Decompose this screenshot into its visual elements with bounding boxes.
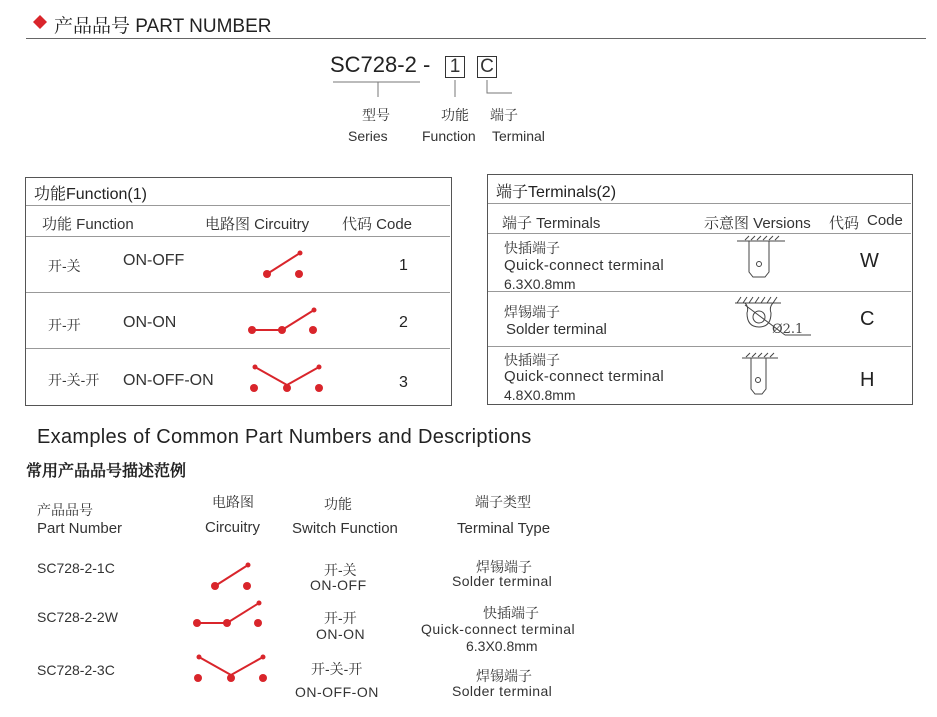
lever-tip (261, 655, 266, 660)
example-circuit-on-off-diagram (210, 560, 260, 597)
function-header-code: 代码 Code (342, 216, 413, 233)
example-function-en: ON-ON (316, 626, 366, 642)
function-en: ON-OFF (123, 252, 185, 269)
terminal-cn: 快插端子 (504, 240, 560, 256)
lever-tip (298, 251, 303, 256)
col-header-terminal-cn: 端子类型 (475, 494, 531, 510)
examples-title: Examples of Common Part Numbers and Descriptions (37, 426, 532, 448)
quick-connect-4.8-terminal-drawing (738, 353, 788, 403)
col-header-terminal-en: Terminal Type (457, 520, 551, 537)
switch-contact (250, 384, 258, 392)
examples-title-cn: 常用产品品号描述范例 (26, 463, 187, 480)
switch-contact (223, 619, 231, 627)
switch-lever (231, 657, 263, 675)
switch-contact (283, 384, 291, 392)
function-label-cn: 功能 (441, 107, 469, 123)
switch-contact (295, 270, 303, 278)
lever-tip (317, 365, 322, 370)
terminal-code: H (860, 369, 875, 391)
terminal-size: 4.8X0.8mm (504, 387, 576, 403)
circuit-symbol (250, 362, 325, 394)
lever-tip (246, 563, 251, 568)
switch-contact (227, 674, 235, 682)
terminal-header-code-cn: 代码 (829, 215, 860, 232)
circuit-symbol (194, 652, 269, 684)
series-label-en: Series (348, 128, 388, 144)
lever-tip (197, 655, 202, 660)
col-header-function-cn: 功能 (324, 496, 352, 512)
terminal-cn: 快插端子 (504, 352, 560, 368)
function-header-function: 功能 Function (42, 216, 134, 233)
terminal-size: 6.3X0.8mm (504, 276, 576, 292)
circuit-on-off-diagram (262, 248, 312, 285)
terminal-header-terminals: 端子 Terminals (502, 215, 601, 232)
row-divider (488, 346, 911, 347)
example-function-cn: 开-关 (324, 562, 357, 578)
example-part-number: SC728-2-3C (37, 662, 115, 678)
lever-tip (253, 365, 258, 370)
part-code-brackets (0, 0, 937, 120)
example-function-en: ON-OFF (310, 577, 367, 593)
lever-tip (257, 601, 262, 606)
example-circuit-on-on-diagram (193, 597, 268, 634)
switch-lever (215, 565, 248, 586)
switch-contact (194, 674, 202, 682)
example-terminal-cn: 快插端子 (483, 605, 539, 621)
switch-contact (315, 384, 323, 392)
example-terminal-cn: 焊锡端子 (476, 559, 532, 575)
switch-lever (267, 253, 300, 274)
switch-lever (282, 310, 314, 330)
example-function-cn: 开-关-开 (311, 661, 363, 677)
function-code: 1 (399, 257, 408, 274)
function-header-circuitry: 电路图 Circuitry (205, 216, 310, 233)
circuit-symbol (210, 560, 260, 592)
section-title: 产品品号 PART NUMBER (54, 16, 272, 37)
terminal-header-code-en: Code (867, 212, 903, 229)
switch-contact (254, 619, 262, 627)
circuit-symbol (262, 248, 312, 280)
col-header-part-cn: 产品品号 (37, 502, 93, 518)
function-cn: 开-关 (48, 258, 81, 274)
row-divider (26, 236, 450, 237)
example-function-cn: 开-开 (324, 610, 357, 626)
example-terminal-size: 6.3X0.8mm (466, 638, 538, 654)
function-label-en: Function (422, 128, 476, 144)
function-table-title: 功能Function(1) (34, 186, 147, 203)
switch-contact (193, 619, 201, 627)
function-cn: 开-开 (48, 317, 81, 333)
switch-contact (263, 270, 271, 278)
switch-contact (243, 582, 251, 590)
row-divider (26, 205, 450, 206)
function-code: 2 (399, 314, 408, 331)
terminal-en: Quick-connect terminal (504, 257, 664, 274)
terminal-label-en: Terminal (492, 128, 545, 144)
col-header-function-en: Switch Function (292, 520, 398, 537)
row-divider (26, 292, 450, 293)
switch-lever (255, 367, 287, 385)
switch-contact (211, 582, 219, 590)
function-code: 3 (399, 374, 408, 391)
row-divider (488, 233, 911, 234)
switch-contact (278, 326, 286, 334)
function-code-box: 1 (445, 56, 465, 78)
lever-tip (312, 308, 317, 313)
terminal-table-title: 端子Terminals(2) (496, 184, 617, 201)
switch-contact (259, 674, 267, 682)
circuit-on-off-on-diagram (250, 362, 325, 399)
row-divider (26, 348, 450, 349)
switch-contact (309, 326, 317, 334)
col-header-circuitry-en: Circuitry (205, 519, 260, 536)
terminal-code-box: C (477, 56, 497, 78)
example-function-en: ON-OFF-ON (295, 684, 379, 700)
example-terminal-en: Quick-connect terminal (421, 621, 576, 637)
example-terminal-cn: 焊锡端子 (476, 668, 532, 684)
function-en: ON-OFF-ON (123, 372, 214, 389)
part-code-prefix: SC728-2 - (330, 52, 431, 77)
row-divider (488, 203, 911, 204)
quick-connect-6.3-terminal-drawing (735, 236, 805, 286)
switch-lever (227, 603, 259, 623)
example-terminal-en: Solder terminal (452, 683, 553, 699)
terminal-header-versions: 示意图 Versions (704, 215, 811, 232)
circuit-on-on-diagram (248, 304, 323, 341)
terminal-en: Quick-connect terminal (504, 368, 664, 385)
switch-contact (248, 326, 256, 334)
switch-lever (199, 657, 231, 675)
terminal-code: C (860, 308, 875, 330)
circuit-symbol (193, 597, 268, 629)
example-part-number: SC728-2-1C (37, 560, 115, 576)
col-header-part-en: Part Number (37, 520, 123, 537)
function-en: ON-ON (123, 314, 177, 331)
function-cn: 开-关-开 (48, 372, 100, 388)
terminal-label-cn: 端子 (490, 107, 518, 123)
series-label-cn: 型号 (362, 107, 390, 123)
col-header-circuitry-cn: 电路图 (212, 494, 254, 510)
example-part-number: SC728-2-2W (37, 609, 118, 625)
example-circuit-on-off-on-diagram (194, 652, 269, 689)
switch-lever (287, 367, 319, 385)
example-terminal-en: Solder terminal (452, 573, 553, 589)
solder-hole-dimension: Ø2.1 (772, 322, 804, 337)
terminal-en: Solder terminal (506, 321, 607, 338)
terminal-code: W (860, 250, 879, 272)
circuit-symbol (248, 304, 323, 336)
terminal-cn: 焊锡端子 (504, 304, 560, 320)
